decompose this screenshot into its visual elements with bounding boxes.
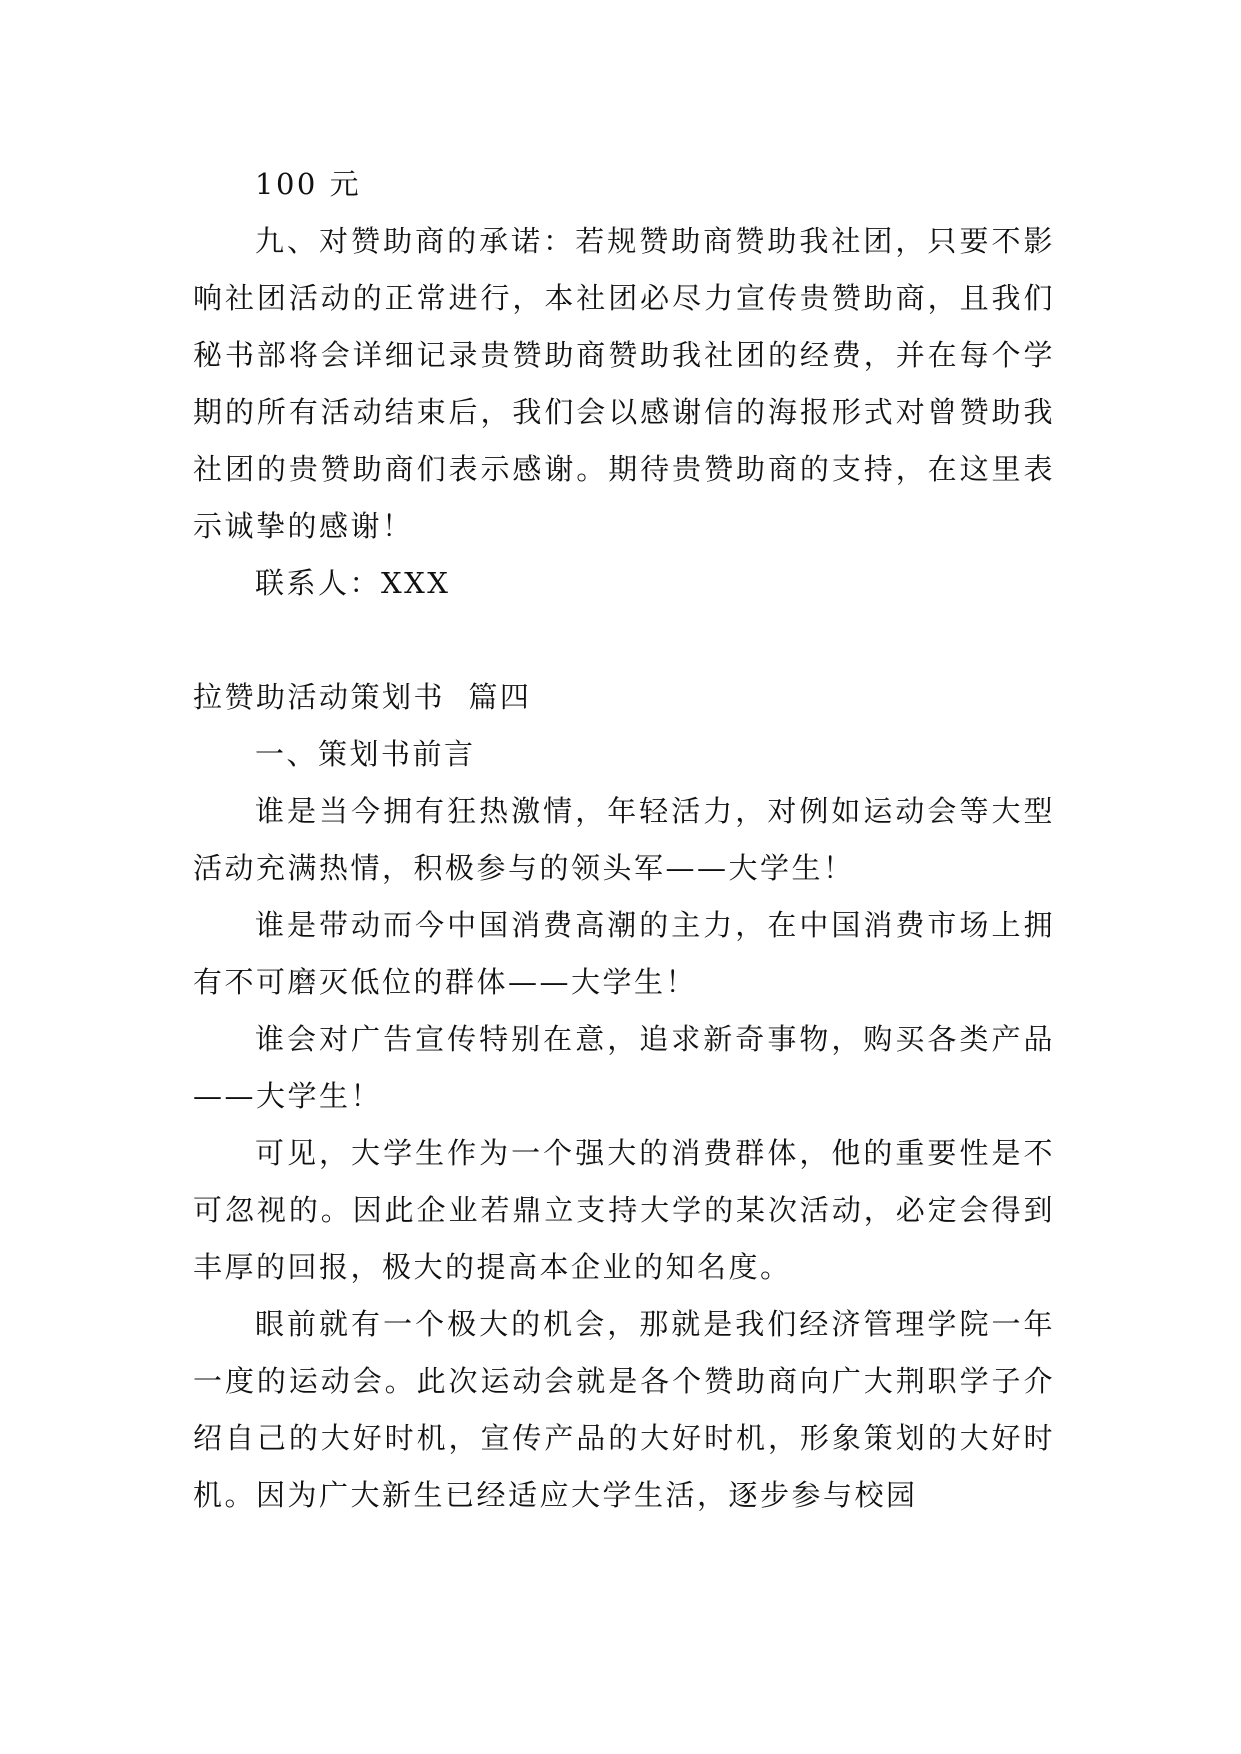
paragraph-2: 谁是带动而今中国消费高潮的主力，在中国消费市场上拥有不可磨灭低位的群体——大学生！: [193, 908, 1055, 999]
sponsor-commitment-paragraph: 九、对赞助商的承诺：若规赞助商赞助我社团，只要不影响社团活动的正常进行，本社团必尽力宣传贵赞助商，且我们秘书部将会详细记录贵赞助商赞助我社团的经费，并在每个学期的所有活动结束后，我们会以感谢信的海报形式对曾赞助我社团的贵赞助商们表示感谢。期待贵赞助商的支持，在这里表示诚挚的感谢！: [193, 224, 1055, 543]
amount-line: 100 元: [255, 167, 362, 201]
subheading-preface: 一、策划书前言: [255, 737, 476, 771]
paragraph-3: 谁会对广告宣传特别在意，追求新奇事物，购买各类产品——大学生！: [193, 1022, 1055, 1113]
paragraph-4: 可见，大学生作为一个强大的消费群体，他的重要性是不可忽视的。因此企业若鼎立支持大学的某次活动，必定会得到丰厚的回报，极大的提高本企业的知名度。: [193, 1136, 1055, 1284]
section-title: 拉赞助活动策划书 篇四: [193, 680, 532, 714]
paragraph-1: 谁是当今拥有狂热激情，年轻活力，对例如运动会等大型活动充满热情，积极参与的领头军——大学生！: [193, 794, 1055, 885]
contact-line: 联系人：XXX: [255, 566, 451, 600]
paragraph-5: 眼前就有一个极大的机会，那就是我们经济管理学院一年一度的运动会。此次运动会就是各个赞助商向广大荆职学子介绍自己的大好时机，宣传产品的大好时机，形象策划的大好时机。因为广大新生已经适应大学生活，逐步参与校园: [193, 1307, 1055, 1512]
